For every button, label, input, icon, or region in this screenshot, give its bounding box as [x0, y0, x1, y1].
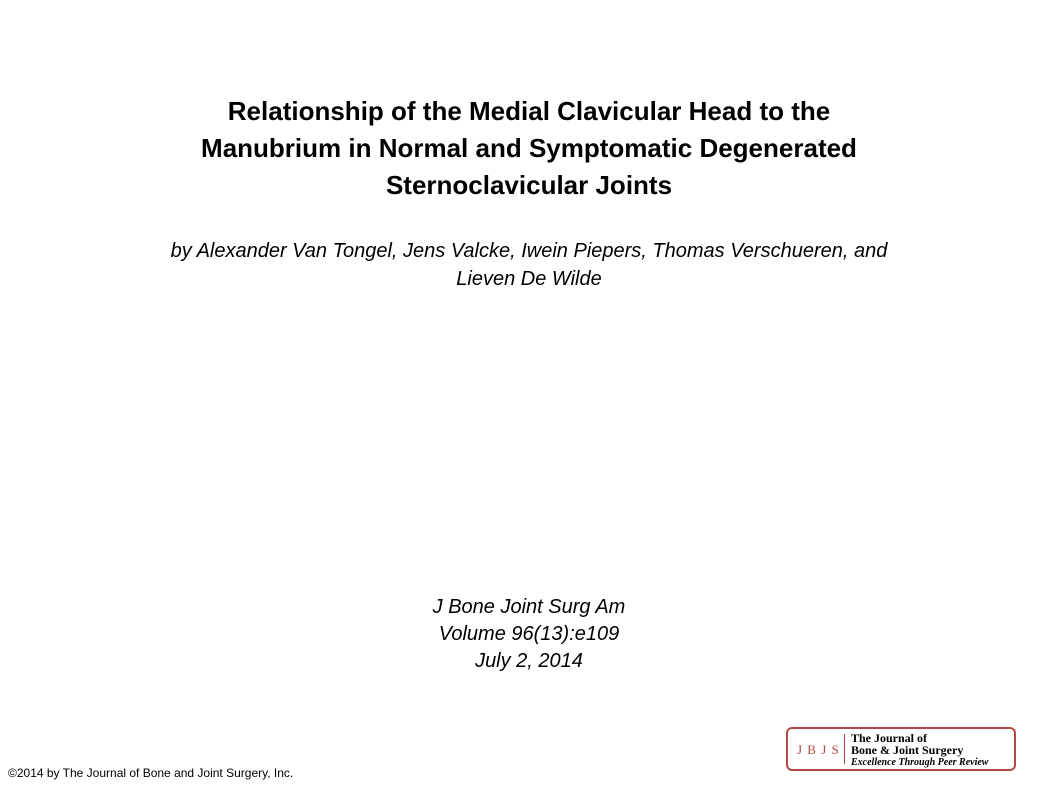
- copyright-notice: ©2014 by The Journal of Bone and Joint Surgery, Inc.: [8, 766, 294, 780]
- author-list: [80, 237, 978, 293]
- author-list-line-2: Lieven De Wilde: [456, 268, 602, 290]
- jbjs-logo-mark: J B J S: [797, 742, 840, 757]
- logo-tagline: Excellence Through Peer Review: [851, 757, 989, 768]
- article-title: [80, 93, 978, 204]
- journal-name: J Bone Joint Surg Am: [432, 596, 626, 618]
- journal-volume: Volume 96(13):e109: [438, 623, 620, 645]
- article-title-line-2: Manubrium in Normal and Symptomatic Degenerated: [201, 133, 857, 163]
- logo-text: [851, 732, 988, 769]
- logo-divider: [844, 734, 845, 764]
- author-list-line-1: by Alexander Van Tongel, Jens Valcke, Iwein Piepers, Thomas Verschueren, and: [170, 240, 888, 262]
- logo-journal-name: Bone & Joint Surgery: [851, 743, 964, 757]
- citation-block: [279, 594, 779, 675]
- publication-date: July 2, 2014: [475, 650, 583, 672]
- article-title-line-3: Sternoclavicular Joints: [385, 170, 673, 200]
- jbjs-logo: [786, 727, 1016, 771]
- article-title-line-1: Relationship of the Medial Clavicular Head to the: [227, 96, 831, 126]
- logo-journal-line: The Journal of: [851, 731, 928, 745]
